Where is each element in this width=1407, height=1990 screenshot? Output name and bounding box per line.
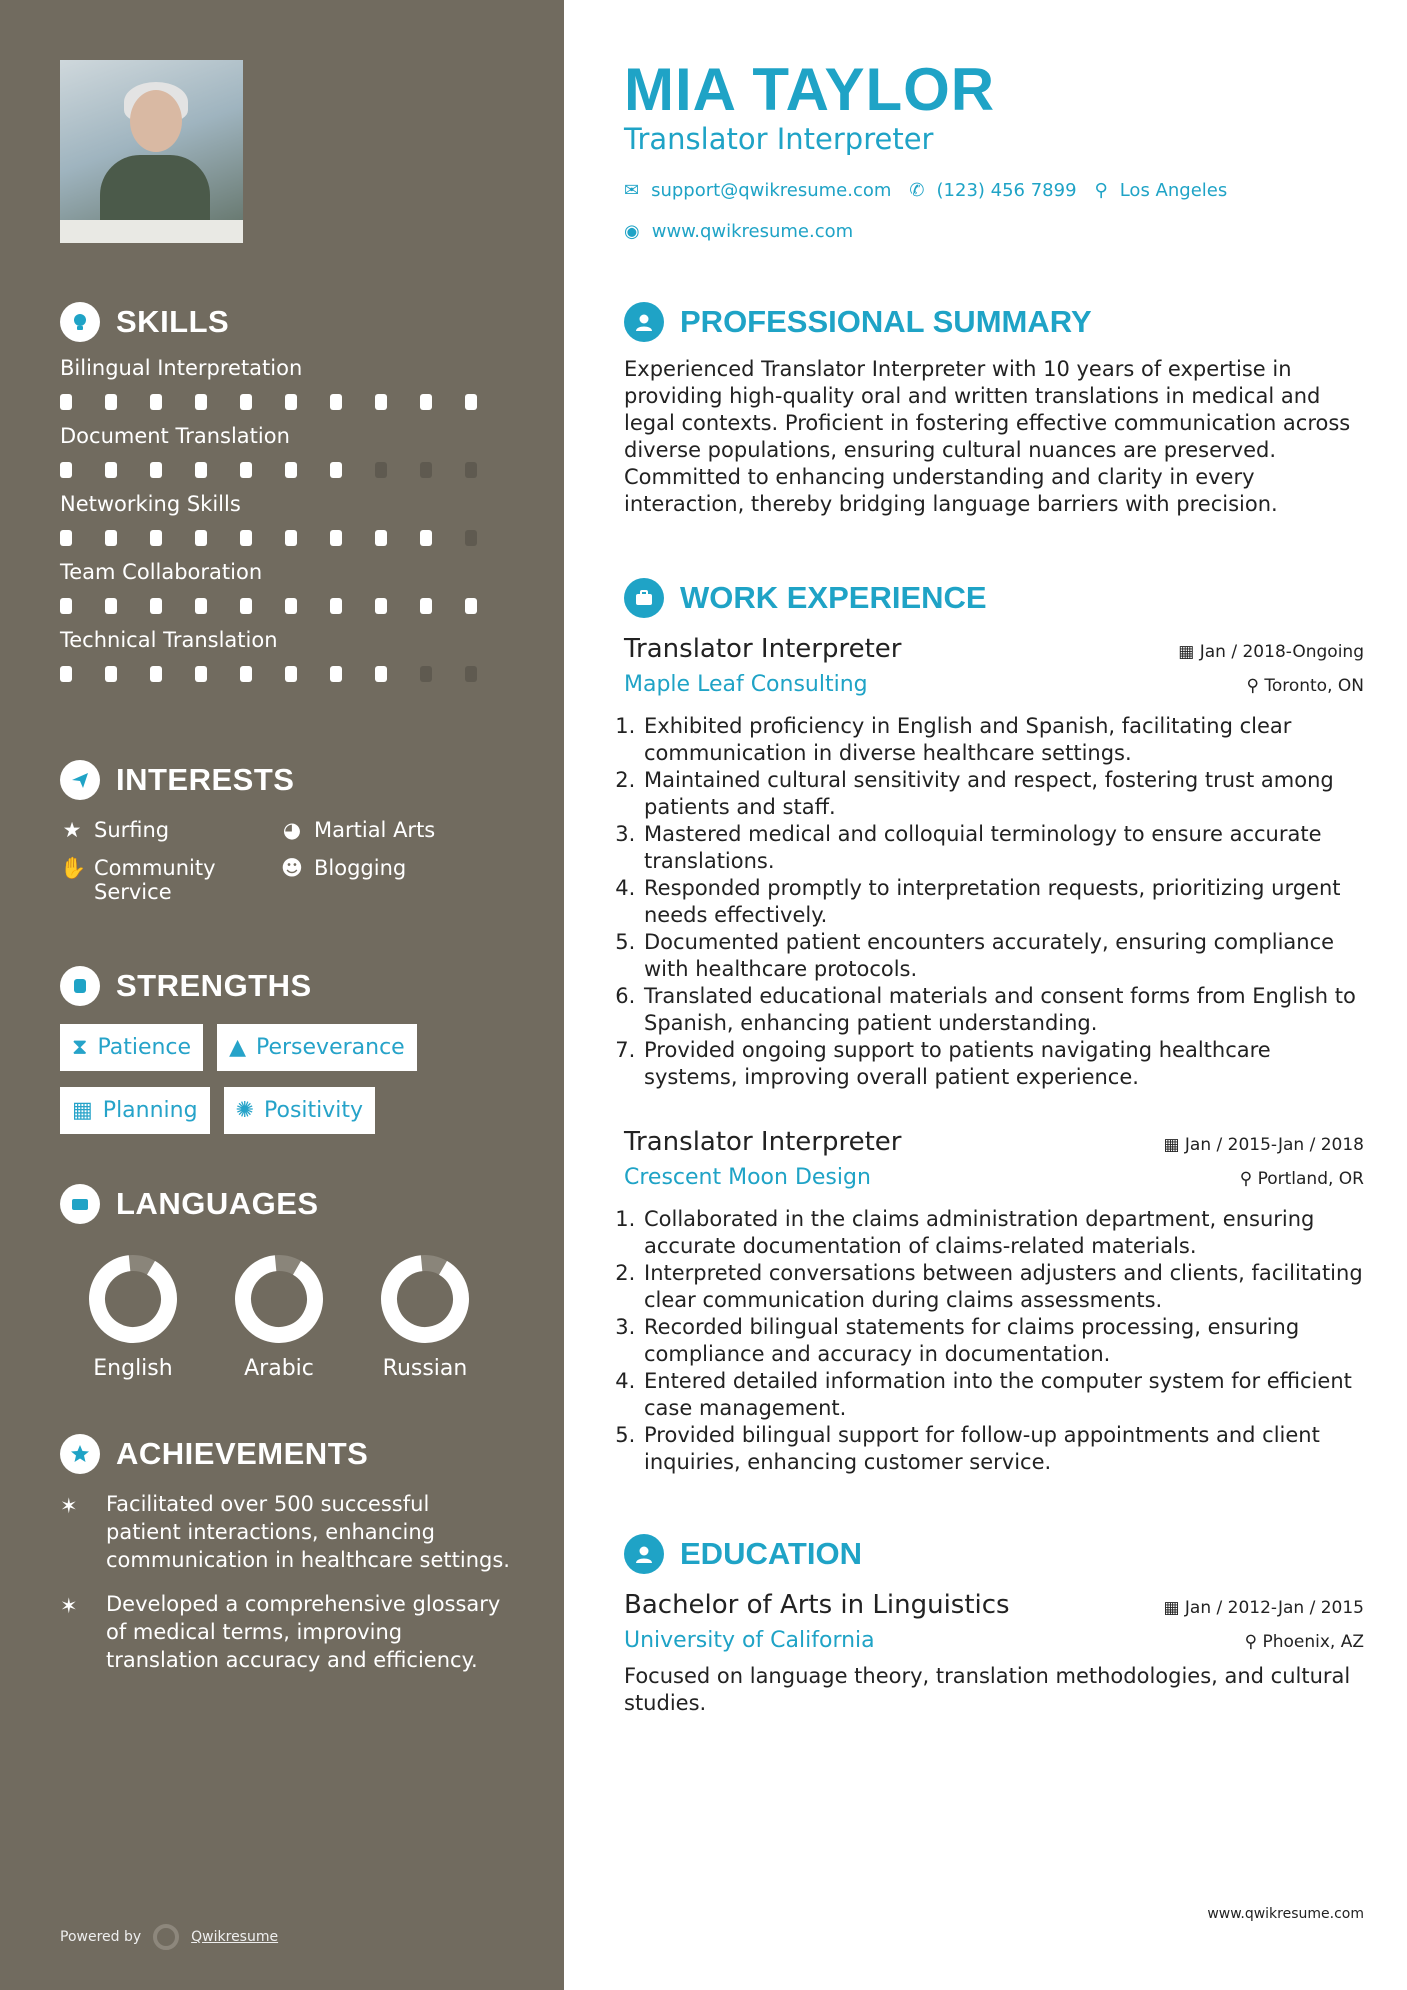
language-name: Russian [382, 1356, 468, 1381]
skill-dot [195, 666, 207, 682]
duty-item: 6. Translated educational materials and consent forms from English to Spanish, enhancing patient understanding. [642, 983, 1364, 1037]
language-donut [380, 1254, 470, 1344]
star-icon: ★ [62, 818, 82, 842]
strength-tag: ⧗ Patience [60, 1024, 203, 1071]
skill-dot [105, 462, 117, 478]
hand-icon: ✋ [60, 856, 87, 880]
job-entry [624, 1127, 1364, 1476]
skill-dot [240, 462, 252, 478]
job-location: Portland, OR [1257, 1169, 1364, 1189]
website-link[interactable]: www.qwikresume.com [651, 221, 854, 242]
duty-item: 7. Provided ongoing support to patients navigating healthcare systems, improving overall patient experience. [642, 1037, 1364, 1091]
language-item [60, 1254, 206, 1381]
translate-icon [60, 1184, 100, 1224]
skills-section [60, 302, 510, 682]
skill-dot [60, 598, 72, 614]
job-location: Toronto, ON [1264, 676, 1364, 696]
school-name: University of California [624, 1628, 875, 1653]
calendar-icon: ▦ [72, 1098, 93, 1123]
job-title: Translator Interpreter [624, 634, 902, 664]
strength-tag: ▲ Perseverance [217, 1024, 417, 1071]
interest-item: ★ Surfing [60, 818, 280, 842]
experience-section [624, 578, 1364, 1476]
skill-dot [465, 666, 477, 682]
skill-dot [195, 394, 207, 410]
pin-icon: ⚲ [1244, 1632, 1263, 1652]
road-icon: ▲ [229, 1035, 246, 1060]
skill-dot [330, 394, 342, 410]
skill-dot [60, 666, 72, 682]
skill-dot [150, 530, 162, 546]
calendar-icon: ▦ [1163, 1135, 1185, 1155]
language-name: English [93, 1356, 173, 1381]
skill-dot [195, 530, 207, 546]
skill-dot [375, 394, 387, 410]
powered-by: Powered by Qwikresume [60, 1924, 278, 1950]
skill-name: Bilingual Interpretation [60, 356, 303, 380]
fist-icon [60, 966, 100, 1006]
duty-item: 2. Maintained cultural sensitivity and respect, fostering trust among patients and staff. [642, 767, 1364, 821]
company-name: Crescent Moon Design [624, 1165, 871, 1190]
website-row [624, 221, 853, 242]
language-item [206, 1254, 352, 1381]
summary-section [624, 302, 1364, 518]
education-location: Phoenix, AZ [1262, 1632, 1364, 1652]
strength-tag: ▦ Planning [60, 1087, 210, 1134]
sun-icon: ✺ [235, 1098, 255, 1123]
qwikresume-logo-icon [153, 1924, 179, 1950]
skill-dot [150, 462, 162, 478]
shooting-star-icon: ✶ [60, 1594, 78, 1618]
skill-dot [465, 462, 477, 478]
skill-dot [420, 666, 432, 682]
skill-dot [150, 666, 162, 682]
achievement-item: ✶ Facilitated over 500 successful patient interactions, enhancing communication in healthcare settings. [60, 1492, 510, 1572]
profile-photo [60, 60, 243, 243]
skill-name: Networking Skills [60, 492, 241, 516]
duty-item: 1. Collaborated in the claims administration department, ensuring accurate documentation of claims-related materials. [642, 1206, 1364, 1260]
language-item [352, 1254, 498, 1381]
skill-dot [330, 462, 342, 478]
skill-dot [150, 394, 162, 410]
interest-item: ☻ Blogging [281, 856, 407, 880]
location-text: Los Angeles [1119, 180, 1228, 201]
strength-tag: ✺ Positivity [224, 1087, 375, 1134]
candidate-name: MIA TAYLOR [624, 56, 996, 123]
education-title: EDUCATION [680, 1536, 862, 1571]
calendar-icon: ▦ [1178, 642, 1200, 662]
language-name: Arabic [244, 1356, 314, 1381]
globe-icon: ◕ [282, 818, 302, 842]
education-section [624, 1534, 1364, 1717]
user-icon [624, 302, 664, 342]
interest-item: ◕ Martial Arts [280, 818, 500, 842]
duty-item: 4. Entered detailed information into the computer system for efficient case management. [642, 1368, 1364, 1422]
graduation-icon [624, 1534, 664, 1574]
skill-dot [465, 598, 477, 614]
skill-rating [60, 530, 510, 546]
summary-title: PROFESSIONAL SUMMARY [680, 304, 1092, 339]
skill-dot [330, 666, 342, 682]
skill-dot [330, 530, 342, 546]
paper-plane-icon [60, 760, 100, 800]
skill-name: Document Translation [60, 424, 290, 448]
skill-dot [420, 394, 432, 410]
duties-list [624, 713, 1364, 1091]
job-title: Translator Interpreter [624, 1127, 902, 1157]
achievement-item: ✶ Developed a comprehensive glossary of medical terms, improving translation accuracy and efficiency. [60, 1592, 501, 1672]
skill-dot [285, 462, 297, 478]
languages-title: LANGUAGES [116, 1186, 319, 1221]
languages-section [60, 1184, 510, 1381]
interests-section [60, 760, 510, 904]
skill-dot [420, 530, 432, 546]
skill-dot [330, 598, 342, 614]
achievements-section [60, 1434, 510, 1674]
briefcase-icon [624, 578, 664, 618]
hourglass-icon: ⧗ [72, 1035, 88, 1060]
skill-dot [420, 462, 432, 478]
duty-item: 5. Provided bilingual support for follow-up appointments and client inquiries, enhancing customer service. [642, 1422, 1364, 1476]
skill-rating [60, 598, 510, 614]
skill-dot [285, 666, 297, 682]
map-pin-icon: ⚲ [1094, 180, 1108, 201]
job-date: Jan / 2018-Ongoing [1199, 642, 1364, 662]
skill-dot [285, 530, 297, 546]
skill-dot [60, 530, 72, 546]
skill-dot [105, 666, 117, 682]
skill-dot [375, 530, 387, 546]
pin-icon: ⚲ [1239, 1169, 1258, 1189]
company-name: Maple Leaf Consulting [624, 672, 868, 697]
skill-dot [375, 666, 387, 682]
skill-dot [240, 530, 252, 546]
summary-text: Experienced Translator Interpreter with 10 years of expertise in providing high-quality oral and written translations in medical and legal contexts. Proficient in fostering effective communication across diverse populations, ensuring cultural nuances are preserved. Committed to enhancing understanding and clarity in every interaction, thereby bridging language barriers with precision. [624, 357, 1351, 516]
contact-row [624, 180, 1227, 201]
sidebar [0, 0, 564, 1990]
skill-dot [105, 530, 117, 546]
skill-dot [375, 462, 387, 478]
degree-title: Bachelor of Arts in Linguistics [624, 1590, 1010, 1620]
skill-dot [465, 530, 477, 546]
skill-dot [240, 394, 252, 410]
email-link[interactable]: support@qwikresume.com [651, 180, 892, 201]
language-donut [88, 1254, 178, 1344]
skill-dot [375, 598, 387, 614]
skill-rating [60, 462, 510, 478]
job-date: Jan / 2015-Jan / 2018 [1184, 1135, 1364, 1155]
skill-dot [420, 598, 432, 614]
calendar-icon: ▦ [1163, 1598, 1185, 1618]
skill-dot [465, 394, 477, 410]
skill-rating [60, 666, 510, 682]
skill-name: Technical Translation [60, 628, 278, 652]
skill-rating [60, 394, 510, 410]
lightbulb-icon [60, 302, 100, 342]
duties-list [624, 1206, 1364, 1476]
job-entry [624, 634, 1364, 1091]
skills-title: SKILLS [116, 304, 230, 339]
skill-dot [240, 598, 252, 614]
duty-item: 3. Mastered medical and colloquial terminology to ensure accurate translations. [642, 821, 1364, 875]
interests-title: INTERESTS [116, 762, 295, 797]
skill-dot [105, 598, 117, 614]
candidate-role: Translator Interpreter [624, 122, 934, 156]
phone-text: (123) 456 7899 [936, 180, 1077, 201]
education-description: Focused on language theory, translation methodologies, and cultural studies. [624, 1664, 1351, 1715]
strengths-section [60, 966, 510, 1134]
duty-item: 2. Interpreted conversations between adjusters and clients, facilitating clear communication during claims assessments. [642, 1260, 1364, 1314]
duty-item: 3. Recorded bilingual statements for claims processing, ensuring compliance and accuracy in documentation. [642, 1314, 1364, 1368]
duty-item: 4. Responded promptly to interpretation requests, prioritizing urgent needs effectively. [642, 875, 1364, 929]
skill-dot [285, 598, 297, 614]
interest-item: ✋ Community Service [60, 856, 216, 904]
phone-icon: ✆ [909, 180, 925, 201]
skill-dot [150, 598, 162, 614]
achievements-title: ACHIEVEMENTS [116, 1436, 369, 1471]
duty-item: 1. Exhibited proficiency in English and Spanish, facilitating clear communication in diverse healthcare settings. [642, 713, 1364, 767]
users-icon: ☻ [281, 856, 303, 880]
brand-link[interactable]: Qwikresume [191, 1929, 279, 1945]
envelope-icon: ✉ [624, 180, 640, 201]
skill-dot [195, 598, 207, 614]
shooting-star-icon: ✶ [60, 1494, 78, 1518]
skill-dot [195, 462, 207, 478]
skill-dot [60, 394, 72, 410]
skill-dot [60, 462, 72, 478]
experience-title: WORK EXPERIENCE [680, 580, 987, 615]
globe-icon: ◉ [624, 221, 640, 242]
language-donut [234, 1254, 324, 1344]
duty-item: 5. Documented patient encounters accurately, ensuring compliance with healthcare protocols. [642, 929, 1364, 983]
pin-icon: ⚲ [1246, 676, 1265, 696]
skill-name: Team Collaboration [60, 560, 263, 584]
skill-dot [285, 394, 297, 410]
strengths-title: STRENGTHS [116, 968, 312, 1003]
star-badge-icon [60, 1434, 100, 1474]
skill-dot [240, 666, 252, 682]
education-date: Jan / 2012-Jan / 2015 [1184, 1598, 1364, 1618]
footer-url[interactable]: www.qwikresume.com [1207, 1906, 1364, 1922]
skill-dot [105, 394, 117, 410]
